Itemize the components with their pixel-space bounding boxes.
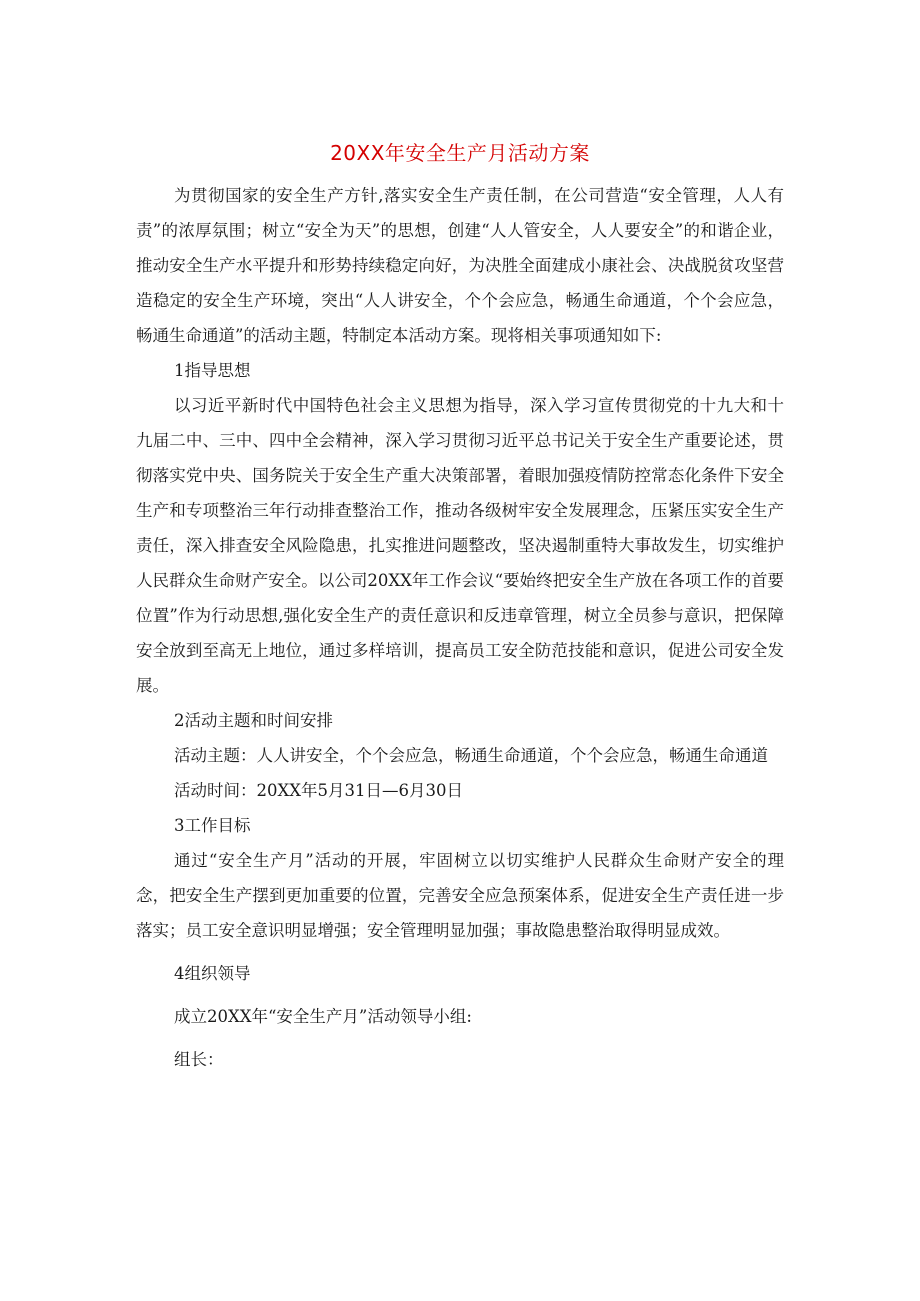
- section-2-time: 活动时间：20XX年5月31日—6月30日: [174, 781, 463, 800]
- document-page: [136, 138, 784, 1077]
- section-3-body: 通过“安全生产月”活动的开展，牢固树立以切实维护人民群众生命财产安全的理念，把安全生产摆到更加重要的位置，完善安全应急预案体系，促进安全生产责任进一步落实；员工安全意识明显增强；安全管理明显加强；事故隐患整治取得明显成效。: [136, 851, 784, 940]
- intro-paragraph: 为贯彻国家的安全生产方针,落实安全生产责任制，在公司营造“安全管理，人人有责”的浓厚氛围；树立“安全为天”的思想，创建“人人管安全，人人要安全”的和谐企业，推动安全生产水平提升和形势持续稳定向好，为决胜全面建成小康社会、决战脱贫攻坚营造稳定的安全生产环境，突出“人人讲安全，个个会应急，畅通生命通道，个个会应急，畅通生命通道”的活动主题，特制定本活动方案。现将相关事项通知如下:: [136, 186, 784, 345]
- section-4-heading: 4组织领导: [174, 964, 251, 983]
- section-1-heading: 1指导思想: [174, 361, 251, 380]
- document-title: 20XX年安全生产月活动方案: [330, 141, 590, 165]
- section-1-body: 以习近平新时代中国特色社会主义思想为指导，深入学习宣传贯彻党的十九大和十九届二中、三中、四中全会精神，深入学习贯彻习近平总书记关于安全生产重要论述，贯彻落实党中央、国务院关于安全生产重大决策部署，着眼加强疫情防控常态化条件下安全生产和专项整治三年行动排查整治工作，推动各级树牢安全发展理念，压紧压实安全生产责任，深入排查安全风险隐患，扎实推进问题整改，坚决遏制重特大事故发生，切实维护人民群众生命财产安全。以公司20XX年工作会议“要始终把安全生产放在各项工作的首要位置”作为行动思想,强化安全生产的责任意识和反违章管理，树立全员参与意识，把保障安全放到至高无上地位，通过多样培训，提高员工安全防范技能和意识，促进公司安全发展。: [136, 396, 784, 695]
- section-4-leader: 组长：: [174, 1050, 224, 1069]
- section-4-body: 成立20XX年“安全生产月”活动领导小组:: [174, 1007, 472, 1026]
- section-2-theme: 活动主题：人人讲安全，个个会应急，畅通生命通道，个个会应急，畅通生命通道: [174, 746, 768, 765]
- section-3-heading: 3工作目标: [174, 816, 251, 835]
- section-2-heading: 2活动主题和时间安排: [174, 711, 333, 730]
